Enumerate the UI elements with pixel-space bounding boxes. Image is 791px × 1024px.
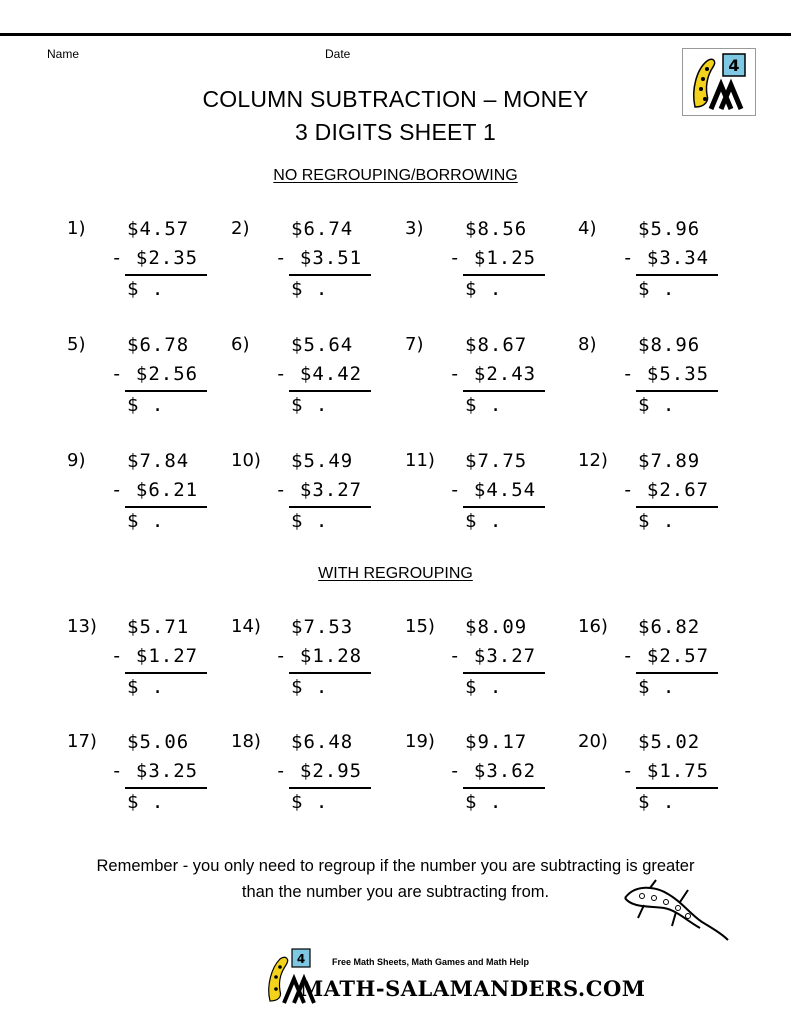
answer-rule (463, 390, 545, 392)
footer-site-link[interactable]: MATH-SALAMANDERS.COM (300, 976, 646, 1001)
minuend: $8.09 (465, 616, 528, 638)
answer-field[interactable]: $ . (638, 394, 676, 416)
subtrahend: - $1.25 (449, 247, 537, 269)
minuend: $8.96 (638, 334, 701, 356)
answer-field[interactable]: $ . (465, 791, 503, 813)
minuend: $8.56 (465, 218, 528, 240)
title-line-2: 3 DIGITS SHEET 1 (295, 119, 496, 145)
subtrahend: - $2.35 (111, 247, 199, 269)
answer-field[interactable]: $ . (638, 676, 676, 698)
minuend: $7.75 (465, 450, 528, 472)
answer-field[interactable]: $ . (465, 278, 503, 300)
problem-number: 12) (578, 450, 608, 471)
problem-number: 6) (231, 334, 250, 355)
answer-rule (289, 506, 371, 508)
problem-number: 9) (67, 450, 86, 471)
answer-field[interactable]: $ . (127, 791, 165, 813)
answer-rule (125, 672, 207, 674)
answer-field[interactable]: $ . (127, 676, 165, 698)
answer-field[interactable]: $ . (291, 676, 329, 698)
title-line-1: COLUMN SUBTRACTION – MONEY (202, 86, 589, 112)
problem-11 (405, 450, 555, 540)
problem-number: 19) (405, 731, 435, 752)
answer-field[interactable]: $ . (127, 510, 165, 532)
footer-badge-text: 4 (296, 952, 306, 966)
answer-rule (636, 274, 718, 276)
subtrahend: - $1.27 (111, 645, 199, 667)
problem-number: 7) (405, 334, 424, 355)
top-rule (0, 33, 791, 36)
answer-rule (636, 390, 718, 392)
date-label: Date (325, 47, 351, 61)
subtrahend: - $5.35 (622, 363, 710, 385)
subtrahend: - $3.25 (111, 760, 199, 782)
minuend: $5.02 (638, 731, 701, 753)
answer-rule (636, 672, 718, 674)
minuend: $8.67 (465, 334, 528, 356)
problem-7 (405, 334, 555, 424)
subtrahend: - $2.95 (275, 760, 363, 782)
minuend: $9.17 (465, 731, 528, 753)
problem-2 (231, 218, 381, 308)
minuend: $4.57 (127, 218, 190, 240)
footer-tagline: Free Math Sheets, Math Games and Math Help (332, 957, 530, 967)
problem-1 (67, 218, 217, 308)
problem-4 (578, 218, 728, 308)
answer-field[interactable]: $ . (291, 278, 329, 300)
answer-field[interactable]: $ . (638, 510, 676, 532)
answer-rule (125, 787, 207, 789)
answer-field[interactable]: $ . (291, 791, 329, 813)
name-label: Name (47, 47, 80, 61)
answer-field[interactable]: $ . (127, 394, 165, 416)
problem-5 (67, 334, 217, 424)
problem-10 (231, 450, 381, 540)
problem-number: 8) (578, 334, 597, 355)
answer-rule (289, 787, 371, 789)
answer-field[interactable]: $ . (465, 676, 503, 698)
answer-field[interactable]: $ . (291, 510, 329, 532)
subtrahend: - $2.56 (111, 363, 199, 385)
problem-number: 17) (67, 731, 97, 752)
problem-number: 4) (578, 218, 597, 239)
answer-field[interactable]: $ . (291, 394, 329, 416)
logo-badge-text: 4 (728, 56, 740, 75)
subtrahend: - $3.27 (449, 645, 537, 667)
minuend: $5.64 (291, 334, 354, 356)
answer-rule (289, 672, 371, 674)
minuend: $5.96 (638, 218, 701, 240)
answer-field[interactable]: $ . (465, 394, 503, 416)
minuend: $7.84 (127, 450, 190, 472)
problem-3 (405, 218, 555, 308)
answer-field[interactable]: $ . (127, 278, 165, 300)
problem-number: 3) (405, 218, 424, 239)
minuend: $5.49 (291, 450, 354, 472)
answer-rule (289, 274, 371, 276)
problem-number: 13) (67, 616, 97, 637)
answer-rule (636, 506, 718, 508)
problem-number: 16) (578, 616, 608, 637)
answer-rule (289, 390, 371, 392)
answer-rule (125, 506, 207, 508)
problem-number: 14) (231, 616, 261, 637)
problem-number: 10) (231, 450, 261, 471)
section-no-regrouping-text: NO REGROUPING/BORROWING (273, 167, 518, 184)
problem-13 (67, 616, 217, 706)
subtrahend: - $3.27 (275, 479, 363, 501)
problem-8 (578, 334, 728, 424)
answer-field[interactable]: $ . (638, 791, 676, 813)
minuend: $6.48 (291, 731, 354, 753)
subtrahend: - $1.75 (622, 760, 710, 782)
answer-rule (463, 274, 545, 276)
answer-rule (125, 390, 207, 392)
subtrahend: - $3.51 (275, 247, 363, 269)
answer-rule (463, 787, 545, 789)
problem-number: 2) (231, 218, 250, 239)
subtrahend: - $2.57 (622, 645, 710, 667)
subtrahend: - $6.21 (111, 479, 199, 501)
minuend: $6.78 (127, 334, 190, 356)
minuend: $7.53 (291, 616, 354, 638)
problem-number: 5) (67, 334, 86, 355)
section-no-regrouping (0, 167, 791, 185)
problem-12 (578, 450, 728, 540)
minuend: $5.06 (127, 731, 190, 753)
minuend: $5.71 (127, 616, 190, 638)
subtrahend: - $4.54 (449, 479, 537, 501)
subtrahend: - $4.42 (275, 363, 363, 385)
subtrahend: - $3.62 (449, 760, 537, 782)
answer-field[interactable]: $ . (465, 510, 503, 532)
subtrahend: - $2.67 (622, 479, 710, 501)
salamander-drawing-icon (620, 878, 730, 948)
subtrahend: - $2.43 (449, 363, 537, 385)
problem-15 (405, 616, 555, 706)
problem-number: 11) (405, 450, 435, 471)
answer-rule (125, 274, 207, 276)
section-with-regrouping (0, 565, 791, 583)
section-with-regrouping-text: WITH REGROUPING (318, 565, 473, 582)
minuend: $6.74 (291, 218, 354, 240)
problem-20 (578, 731, 728, 821)
problem-number: 1) (67, 218, 86, 239)
problem-16 (578, 616, 728, 706)
answer-rule (463, 672, 545, 674)
problem-number: 15) (405, 616, 435, 637)
problem-17 (67, 731, 217, 821)
problem-number: 20) (578, 731, 608, 752)
problem-18 (231, 731, 381, 821)
subtrahend: - $1.28 (275, 645, 363, 667)
answer-field[interactable]: $ . (638, 278, 676, 300)
problem-number: 18) (231, 731, 261, 752)
problem-14 (231, 616, 381, 706)
problem-9 (67, 450, 217, 540)
answer-rule (463, 506, 545, 508)
answer-rule (636, 787, 718, 789)
problem-19 (405, 731, 555, 821)
minuend: $7.89 (638, 450, 701, 472)
subtrahend: - $3.34 (622, 247, 710, 269)
minuend: $6.82 (638, 616, 701, 638)
reminder-line-1: Remember - you only need to regroup if the number you are subtracting is greater (96, 857, 695, 875)
problem-6 (231, 334, 381, 424)
reminder-line-2: than the number you are subtracting from. (241, 883, 550, 901)
